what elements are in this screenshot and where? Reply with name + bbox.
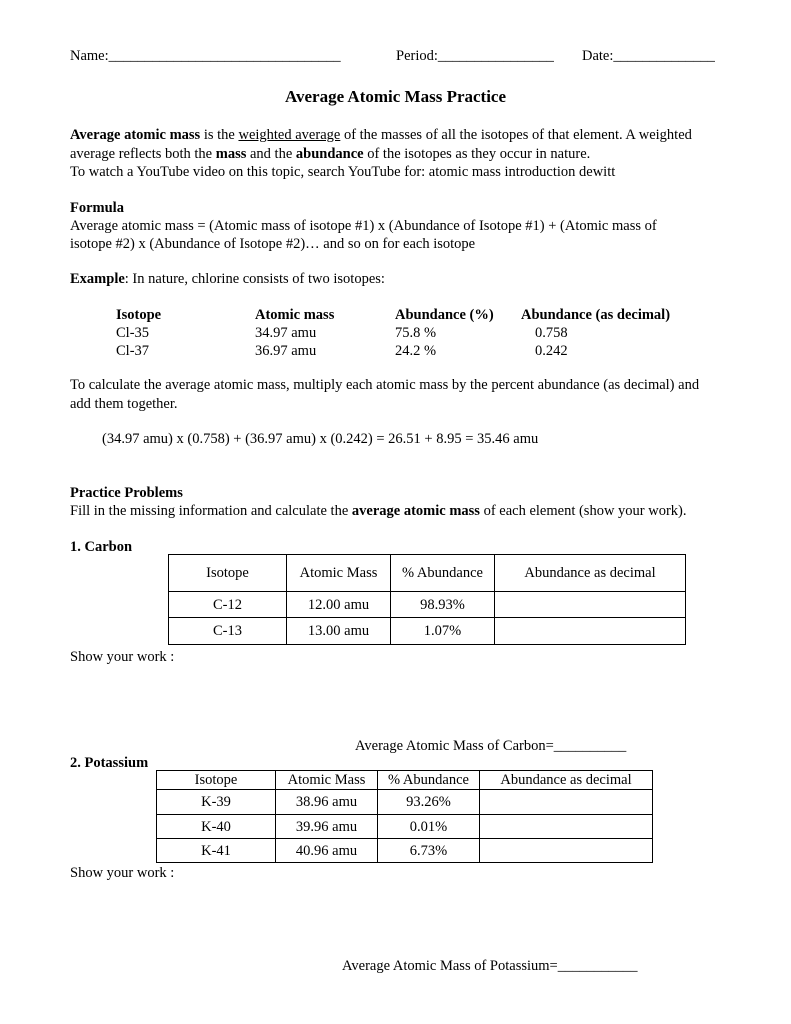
carbon-table: [168, 554, 686, 645]
youtube-hint: To watch a YouTube video on this topic, search YouTube for: atomic mass introduction dewitt: [70, 164, 616, 180]
example-cell: 0.242: [535, 343, 568, 359]
potassium-cell: 93.26%: [378, 790, 480, 815]
example-cell: Cl-37: [116, 343, 150, 359]
carbon-decimal-input-cell[interactable]: [495, 618, 686, 645]
carbon-show-work: Show your work :: [70, 649, 175, 665]
carbon-header-abundance-decimal: Abundance as decimal: [495, 555, 686, 592]
example-cell: 75.8 %: [395, 325, 437, 341]
intro-text: of the masses of all the isotopes of that element. A weighted: [340, 127, 692, 143]
instruction-emphasis: average atomic mass: [351, 503, 480, 519]
example-cell: Cl-35: [116, 325, 150, 341]
period-field-label: Period:________________: [396, 48, 554, 64]
intro-text: is the: [200, 127, 239, 143]
practice-instructions: [70, 502, 687, 520]
example-label: Example: [70, 271, 125, 287]
potassium-table: [156, 770, 653, 863]
calc-line-2: add them together.: [70, 396, 178, 412]
carbon-cell: 12.00 amu: [287, 592, 391, 618]
potassium-heading: 2. Potassium: [70, 755, 149, 771]
intro-term: Average atomic mass: [70, 127, 201, 143]
example-cell: 24.2 %: [395, 343, 437, 359]
example-header-abundance-decimal: Abundance (as decimal): [521, 307, 671, 323]
carbon-header-atomic-mass: Atomic Mass: [287, 555, 391, 592]
carbon-header-isotope: Isotope: [169, 555, 287, 592]
intro-text: and the: [246, 146, 296, 162]
potassium-show-work: Show your work :: [70, 865, 175, 881]
potassium-cell: K-39: [157, 790, 276, 815]
calc-line-1: To calculate the average atomic mass, multiply each atomic mass by the percent abundance (as decimal) and: [70, 377, 700, 393]
carbon-decimal-input-cell[interactable]: [495, 592, 686, 618]
calc-equation: (34.97 amu) x (0.758) + (36.97 amu) x (0.242) = 26.51 + 8.95 = 35.46 amu: [102, 431, 539, 447]
potassium-cell: K-40: [157, 815, 276, 839]
carbon-cell: 98.93%: [391, 592, 495, 618]
example-cell: 34.97 amu: [255, 325, 317, 341]
potassium-header-atomic-mass: Atomic Mass: [276, 771, 378, 790]
example-header-abundance-pct: Abundance (%): [395, 307, 494, 323]
formula-heading: Formula: [70, 200, 124, 216]
carbon-cell: C-13: [169, 618, 287, 645]
formula-line-1: Average atomic mass = (Atomic mass of isotope #1) x (Abundance of Isotope #1) + (Atomic mass of: [70, 218, 657, 234]
potassium-cell: K-41: [157, 839, 276, 863]
potassium-cell: 6.73%: [378, 839, 480, 863]
page-title: Average Atomic Mass Practice: [284, 87, 507, 106]
potassium-cell: 38.96 amu: [276, 790, 378, 815]
potassium-cell: 40.96 amu: [276, 839, 378, 863]
example-header-isotope: Isotope: [116, 307, 162, 323]
example-intro: [70, 270, 385, 288]
carbon-cell: C-12: [169, 592, 287, 618]
example-cell: 36.97 amu: [255, 343, 317, 359]
potassium-header-abundance-pct: % Abundance: [378, 771, 480, 790]
carbon-cell: 1.07%: [391, 618, 495, 645]
potassium-decimal-input-cell[interactable]: [480, 839, 653, 863]
intro-text: average reflects both the: [70, 146, 216, 162]
potassium-decimal-input-cell[interactable]: [480, 815, 653, 839]
intro-text: of the isotopes as they occur in nature.: [363, 146, 591, 162]
carbon-heading: 1. Carbon: [70, 539, 133, 555]
mass-term: mass: [215, 146, 247, 162]
intro-line-2: [70, 145, 590, 163]
example-header-atomic-mass: Atomic mass: [255, 307, 335, 323]
date-field-label: Date:______________: [582, 48, 715, 64]
instruction-text: Fill in the missing information and calculate the: [70, 503, 352, 519]
carbon-answer-line[interactable]: Average Atomic Mass of Carbon=__________: [355, 738, 627, 754]
abundance-term: abundance: [295, 146, 364, 162]
practice-heading: Practice Problems: [70, 485, 183, 501]
instruction-text: of each element (show your work).: [479, 503, 687, 519]
potassium-answer-line[interactable]: Average Atomic Mass of Potassium=___________: [342, 958, 638, 974]
potassium-header-isotope: Isotope: [157, 771, 276, 790]
example-cell: 0.758: [535, 325, 568, 341]
formula-line-2: isotope #2) x (Abundance of Isotope #2)… and so on for each isotope: [70, 236, 476, 252]
carbon-header-abundance-pct: % Abundance: [391, 555, 495, 592]
example-text: : In nature, chlorine consists of two isotopes:: [124, 271, 385, 287]
potassium-header-abundance-decimal: Abundance as decimal: [480, 771, 653, 790]
potassium-decimal-input-cell[interactable]: [480, 790, 653, 815]
name-field-label: Name:________________________________: [70, 48, 341, 64]
carbon-cell: 13.00 amu: [287, 618, 391, 645]
intro-line-1: [70, 126, 692, 144]
potassium-cell: 0.01%: [378, 815, 480, 839]
potassium-cell: 39.96 amu: [276, 815, 378, 839]
weighted-average-term: weighted average: [238, 127, 341, 143]
